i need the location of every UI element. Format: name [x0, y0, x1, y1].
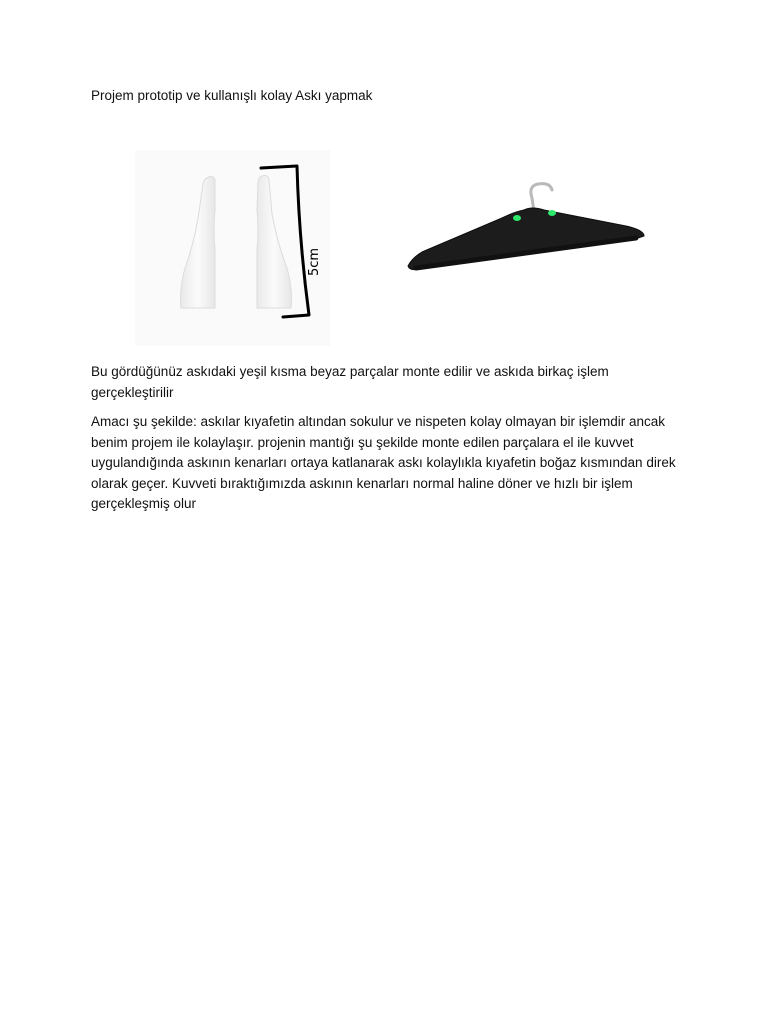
white-part-right: [257, 176, 292, 309]
parts-illustration: [135, 150, 330, 346]
hanger-illustration: [382, 118, 672, 328]
hanger-image: [382, 118, 672, 328]
paragraph-1: Bu gördüğünüz askıdaki yeşil kısma beyaz parçalar monte edilir ve askıda birkaç işlem gerçekleştirilir: [91, 364, 609, 400]
measure-label: 5cm: [307, 247, 322, 277]
paragraph-2: Amacı şu şekilde: askılar kıyafetin altından sokulur ve nispeten kolay olmayan bir işlemdir ancak benim projem ile kolaylaşır. projenin mantığı şu şekilde monte edilen parçalara el ile kuvvet uygulandığında askının kenarları ortaya katlanarak askı kolaylıkla kıyafetin boğaz kısmından direk olarak geçer. Kuvveti bıraktığımızda askının kenarları normal haline döner ve hızlı bir işlem gerçekleşmiş olur: [91, 414, 676, 511]
green-marker-right: [548, 210, 556, 216]
green-marker-left: [513, 215, 521, 221]
white-part-left: [181, 176, 216, 308]
parts-image: [135, 150, 330, 346]
document-title: Projem prototip ve kullanışlı kolay Askı yapmak: [91, 88, 373, 103]
